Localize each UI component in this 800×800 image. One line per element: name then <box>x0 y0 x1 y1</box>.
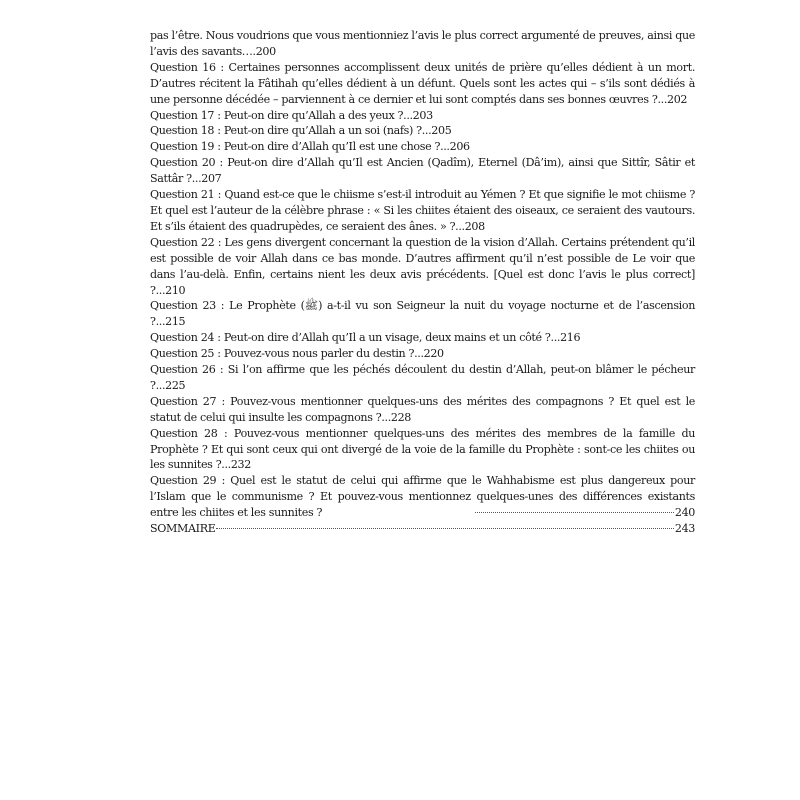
toc-entry-question-26: Question 26 : Si l’on affirme que les péchés découlent du destin d’Allah, peut-on blâmer le pécheur ?...225 <box>150 363 695 392</box>
toc-entry-question-18: Question 18 : Peut-on dire qu’Allah a un soi (nafs) ?...205 <box>150 124 452 138</box>
toc-entry-question-24: Question 24 : Peut-on dire d’Allah qu’Il a un visage, deux mains et un côté ?...216 <box>150 331 581 345</box>
toc-entry-question-21: Question 21 : Quand est-ce que le chiisme s’est-il introduit au Yémen ? Et que signifie le mot chiisme ? Et quel est l’auteur de la célèbre phrase : « Si les chiites étaient des oiseaux, ce seraient des vautours. Et s’ils étaient des quadrupèdes, ce seraient des ânes. » ?...208 <box>150 188 695 233</box>
toc-entry-question-17: Question 17 : Peut-on dire qu’Allah a des yeux ?...203 <box>150 108 433 122</box>
toc-entry-question-23: Question 23 : Le Prophète (ﷺ) a-t-il vu son Seigneur la nuit du voyage nocturne et de l’ascension ?...215 <box>150 299 696 329</box>
page-number: 240 <box>674 506 695 520</box>
toc-entry-question-20: Question 20 : Peut-on dire d’Allah qu’Il est Ancien (Qadîm), Eternel (Dâ’im), ainsi que Sittîr, Sâtir et Sattâr ?...207 <box>150 156 695 186</box>
toc-entry-question-16: Question 16 : Certaines personnes accomplissent deux unités de prière qu’elles dédient à un mort. D’autres récitent la Fâtihah qu’elles dédient à un défunt. Quels sont les actes qui – s’ils sont dédiés à une personne décédée – parviennent à ce dernier et lui sont comptés dans ses bonnes œuvres ?...202 <box>150 60 695 106</box>
toc-entry-q15-continuation: pas l’être. Nous voudrions que vous mentionniez l’avis le plus correct argumenté de preuves, ainsi que l’avis des savants….200 <box>150 29 695 58</box>
toc-entry-question-27: Question 27 : Pouvez-vous mentionner quelques-uns des mérites des compagnons ? Et quel est le statut de celui qui insulte les compagnons ?...228 <box>150 394 695 424</box>
dot-leader <box>216 528 673 529</box>
toc-entry-question-28: Question 28 : Pouvez-vous mentionner quelques-uns des mérites des membres de la famille du Prophète ? Et qui sont ceux qui ont divergé de la voie de la famille du Prophète : sont-ce les chiites ou les sunnites ?...232 <box>150 426 695 472</box>
summary-label: SOMMAIRE <box>150 522 216 536</box>
toc-entry-question-19: Question 19 : Peut-on dire d’Allah qu’Il est une chose ?...206 <box>150 140 470 154</box>
toc-entry-question-29-text: Question 29 : Quel est le statut de celui qui affirme que le Wahhabisme est plus dangereux pour l’Islam que le communisme ? Et pouvez-vous mentionnez quelques-unes des différences existants entre les chiites et les sunnites ? <box>150 474 695 520</box>
page-number: 243 <box>674 522 695 536</box>
toc-page <box>150 28 695 537</box>
toc-entry-question-25: Question 25 : Pouvez-vous nous parler du destin ?...220 <box>150 347 444 361</box>
toc-entry-question-22: Question 22 : Les gens divergent concernant la question de la vision d’Allah. Certains prétendent qu’il est possible de voir Allah dans ce bas monde. D’autres affirment qu’il n’est possible de Le voir que dans l’au-delà. Enfin, certains nient les deux avis précédents. [Quel est donc l’avis le plus correct] ?...210 <box>150 235 695 297</box>
dot-leader <box>475 512 674 513</box>
toc-entry-summary <box>150 521 695 537</box>
